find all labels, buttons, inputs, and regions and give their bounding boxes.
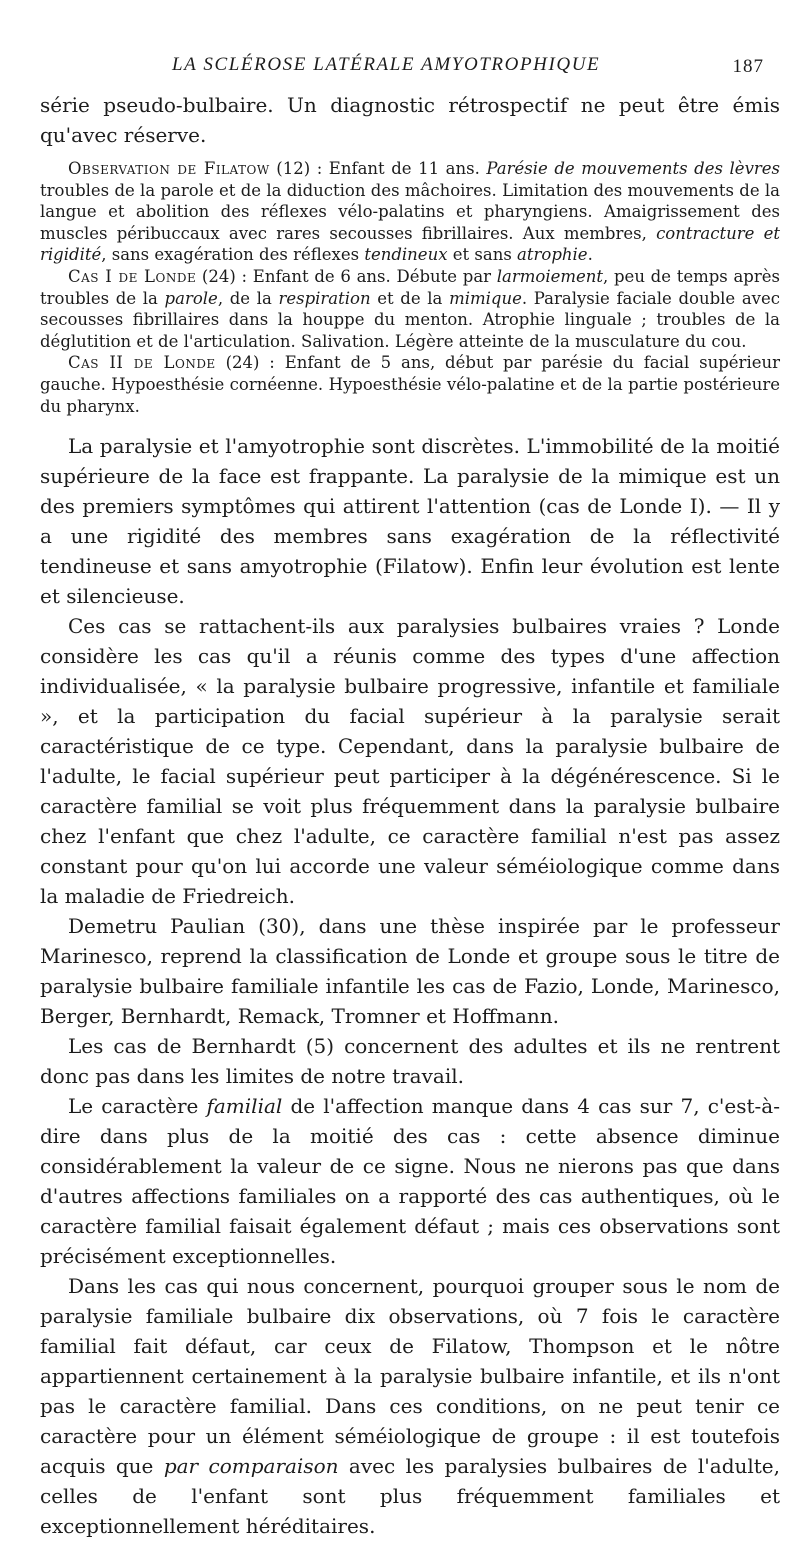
paragraph-text: Le caractère [68,1094,207,1119]
paragraph-conclusion [40,1271,780,1541]
page-body [40,90,780,1541]
observation-emphasis: Parésie de mouvements des lèvres [486,159,781,178]
observation-emphasis: tendineux [364,245,448,265]
page-number: 187 [732,56,764,77]
case-londe-2 [40,352,780,417]
observation-text: , sans exagération des réflexes [101,245,365,265]
observation-text: troubles de la parole et de la diduction des mâchoires. Limitation des mouvements de la langue et abolition des réflexes vélo-palatins et pharyngiens. Amaigrissement des muscles péribuccaux avec rares secousses fibrillaires. Aux membres, [40,180,780,243]
case-emphasis: parole [164,288,218,308]
case-emphasis: larmoiement [496,266,604,286]
running-title: LA SCLÉROSE LATÉRALE AMYOTROPHIQUE [172,54,601,75]
observation-text: et sans [447,245,518,265]
observation-emphasis: contracture et rigidité [40,223,780,265]
observation-text: . [587,245,593,265]
paragraph-emphasis: par comparaison [163,1454,339,1479]
paragraph-text: de l'affection manque dans 4 cas sur 7, c'est-à-dire dans plus de la moitié des cas : cette absence diminue considérablement la valeur de ce signe. Nous ne nierons pas que dans d'autres affections familiales on a rapporté des cas authentiques, où le caractère familial faisait également défaut ; mais ces observations sont précisément exceptionnelles. [40,1094,780,1269]
paragraph-familial [40,1091,780,1271]
paragraph-continued: série pseudo-bulbaire. Un diagnostic rétrospectif ne peut être émis qu'avec réserve. [40,93,780,147]
paragraph-text: Dans les cas qui nous concernent, pourquoi grouper sous le nom de paralysie familiale bulbaire dix observations, où 7 fois le caractère familial fait défaut, car ceux de Filatow, Thompson et le nôtre appartiennent certainement à la paralysie bulbaire infantile, et ils n'ont pas le caractère familial. Dans ces conditions, on ne peut tenir ce caractère pour un élément séméiologique de groupe : il est toutefois acquis que [40,1274,780,1479]
case-text: (24) : Enfant de 5 ans, début par parésie du facial supérieur gauche. Hypoesthésie cornéenne. Hypoesthésie vélo-palatine et de la partie postérieure du pharynx. [40,353,780,416]
paragraph-paulian: Demetru Paulian (30), dans une thèse inspirée par le professeur Marinesco, reprend la classification de Londe et groupe sous le titre de paralysie bulbaire familiale infantile les cas de Fazio, Londe, Marinesco, Berger, Bernhardt, Remack, Tromner et Hoffmann. [40,914,780,1029]
page-header [0,52,800,82]
case-label: Cas II de Londe [68,353,216,373]
case-text: , de la [217,288,279,308]
paragraph-text: avec les paralysies bulbaires de l'adulte, celles de l'enfant sont plus fréquemment familiales et exceptionnellement héréditaires. [40,1454,781,1539]
observation-text: (12) : Enfant de 11 ans. [269,159,487,178]
case-text: , peu de temps après troubles de la [40,266,780,308]
case-londe-1 [40,266,780,352]
case-emphasis: respiration [278,288,371,308]
case-emphasis: mimique [449,288,522,308]
paragraph-bernhardt: Les cas de Bernhardt (5) concernent des adultes et ils ne rentrent donc pas dans les limites de notre travail. [40,1034,780,1089]
case-text: et de la [370,288,450,308]
case-label: Cas I de Londe [68,266,197,286]
case-text: (24) : Enfant de 6 ans. Débute par [196,266,497,286]
paragraph-emphasis: familial [206,1094,283,1119]
paragraph-symptoms: La paralysie et l'amyotrophie sont discrètes. L'immobilité de la moitié supérieure de la face est frappante. La paralysie de la mimique est un des premiers symptômes qui attirent l'attention (cas de Londe I). — Il y a une rigidité des membres sans exagération de la réflectivité tendineuse et sans amyotrophie (Filatow). Enfin leur évolution est lente et silencieuse. [40,434,780,609]
observation-label: Observation de Filatow [68,159,270,178]
observation-emphasis: atrophie [517,245,588,265]
observation-filatow [40,158,780,266]
paragraph-classification: Ces cas se rattachent-ils aux paralysies bulbaires vraies ? Londe considère les cas qu'il a réunis comme des types d'une affection individualisée, « la paralysie bulbaire progressive, infantile et familiale », et la participation du facial supérieur à la paralysie serait caractéristique de ce type. Cependant, dans la paralysie bulbaire de l'adulte, le facial supérieur peut participer à la dégénérescence. Si le caractère familial se voit plus fréquemment dans la paralysie bulbaire chez l'enfant que chez l'adulte, ce caractère familial n'est pas assez constant pour qu'on lui accorde une valeur séméiologique comme dans la maladie de Friedreich. [40,614,780,909]
case-text: . Paralysie faciale double avec secousses fibrillaires dans la houppe du menton. Atrophie linguale ; troubles de la déglutition et de l'articulation. Salivation. Légère atteinte de la musculature du cou. [40,288,780,351]
